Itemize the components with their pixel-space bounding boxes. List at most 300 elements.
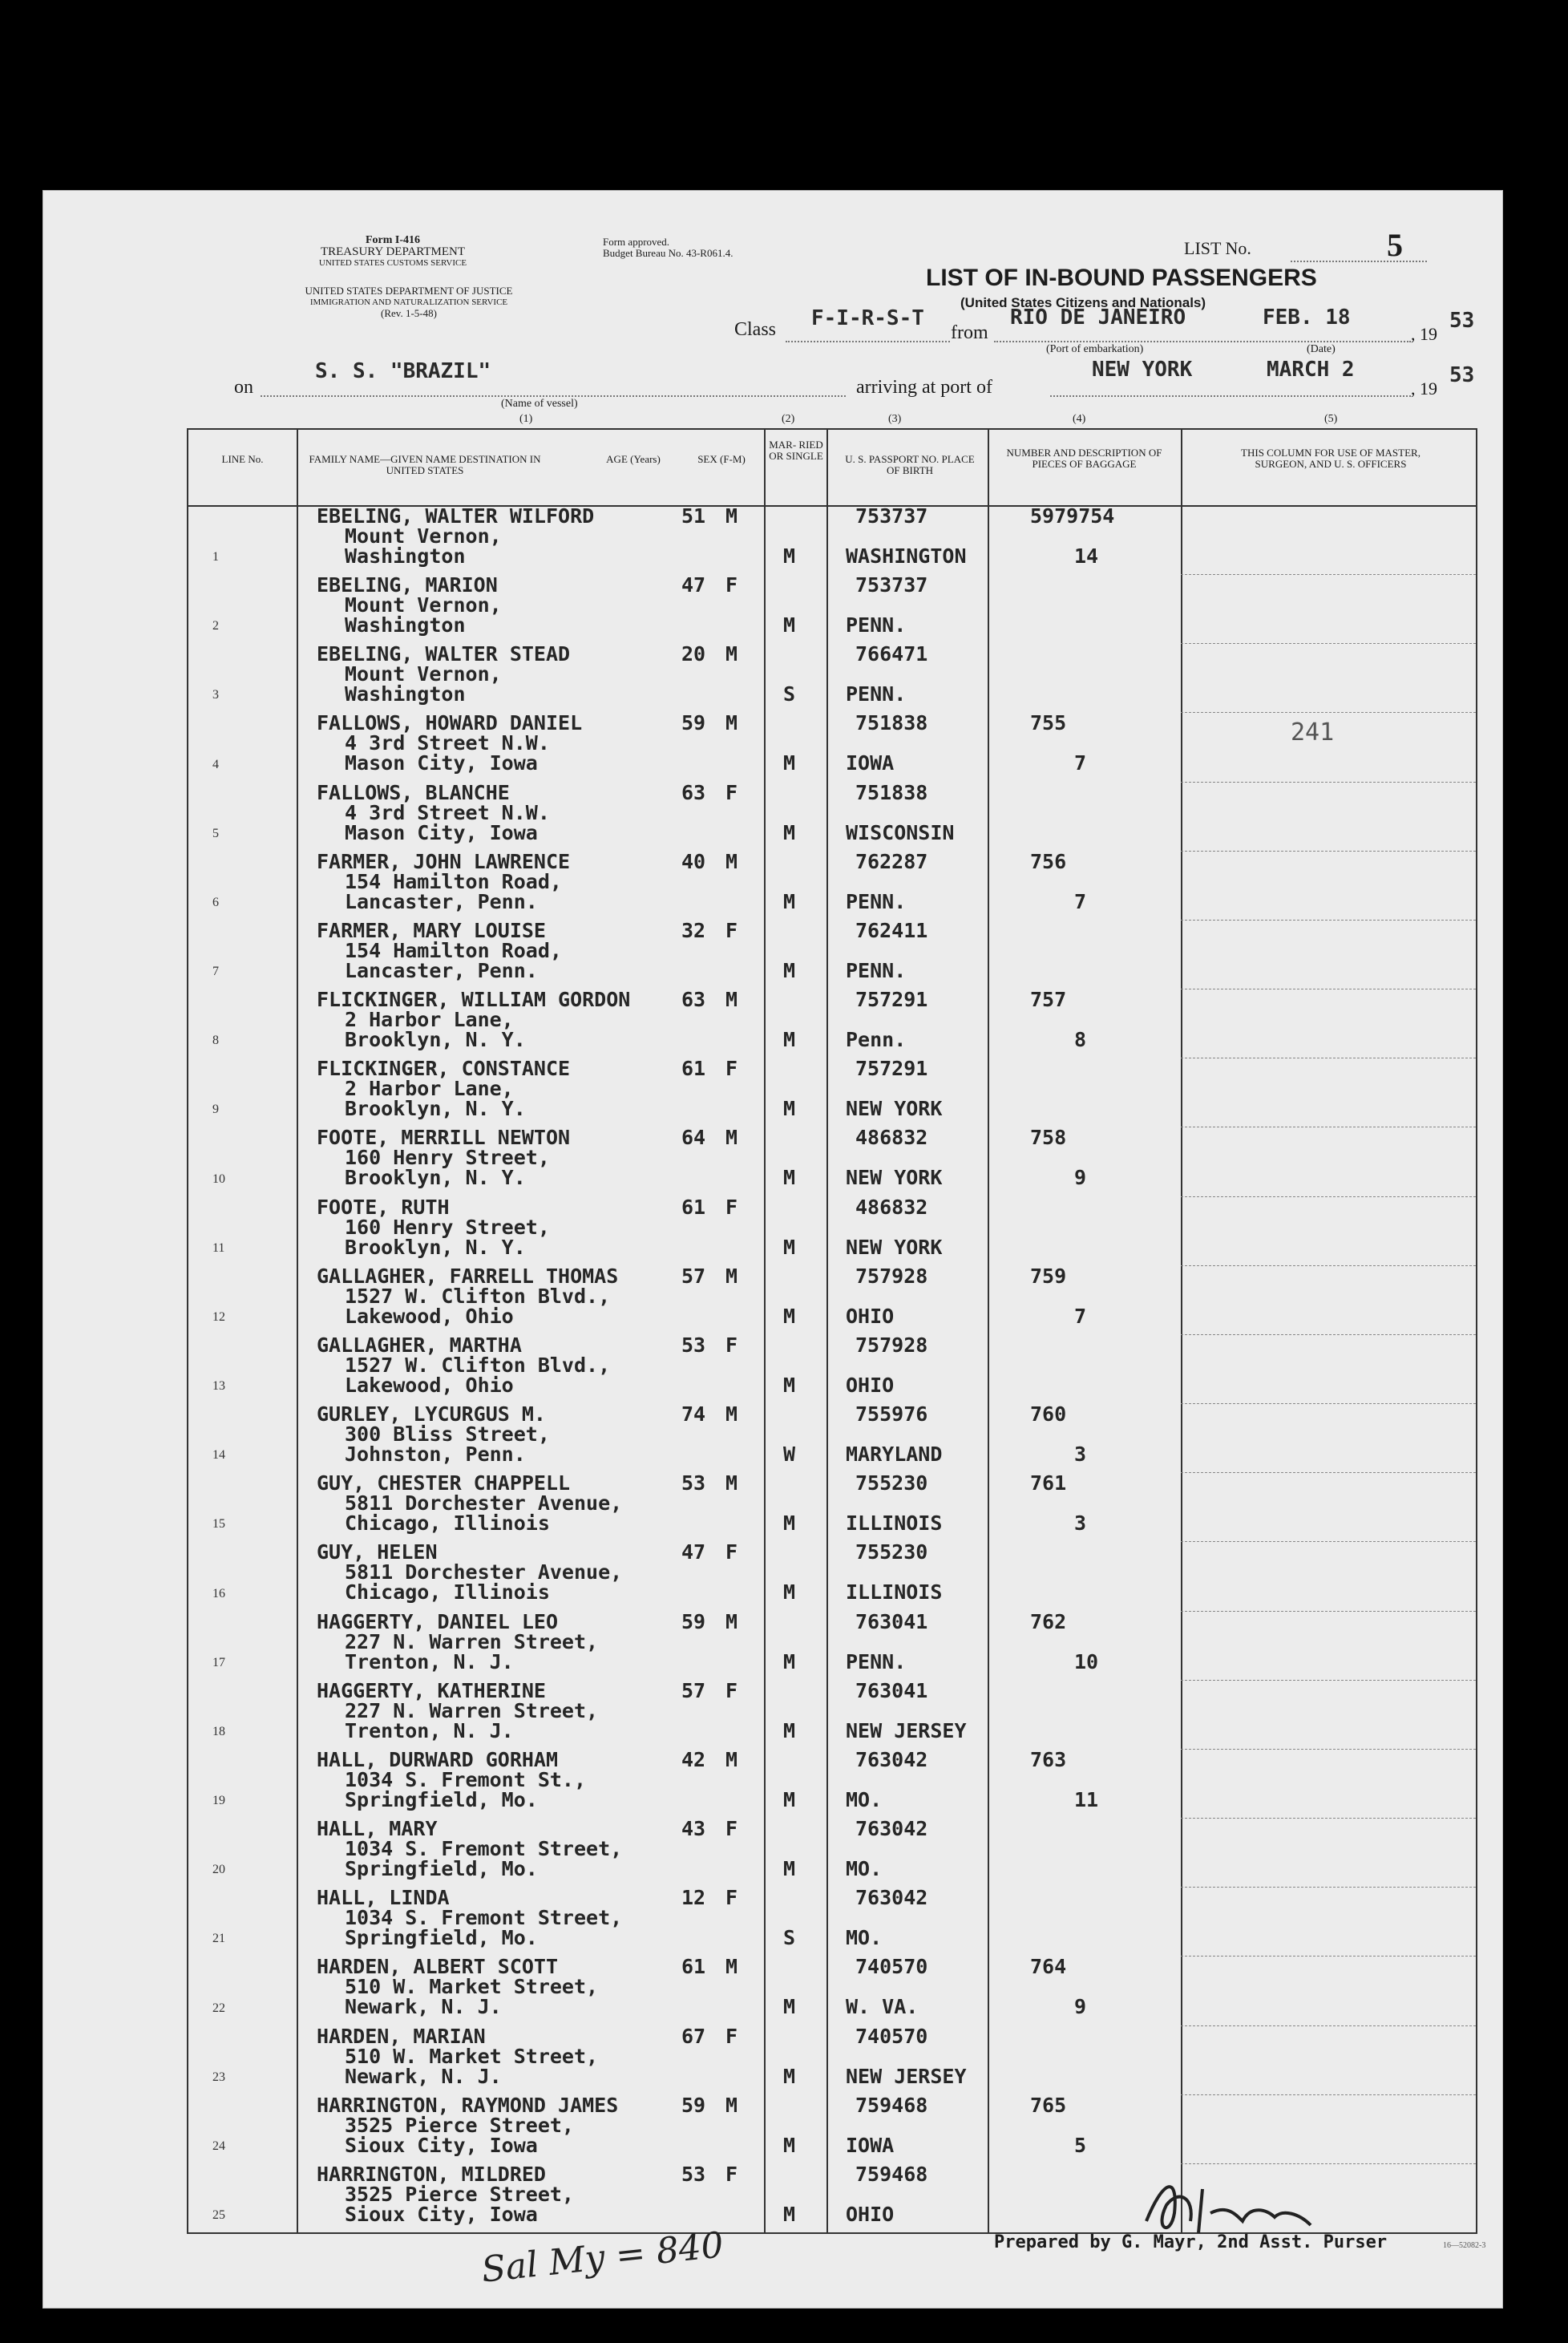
passenger-name: FALLOWS, BLANCHE (317, 780, 510, 804)
baggage-number: 761 (1030, 1471, 1067, 1495)
passport-number: 757928 (855, 1333, 928, 1357)
passenger-name: FLICKINGER, WILLIAM GORDON (317, 988, 631, 1012)
arrival-date: MARCH 2 (1267, 358, 1355, 382)
baggage-pieces: 7 (1074, 1304, 1087, 1328)
form-approved: Form approved. (603, 236, 670, 248)
passenger-age: 42 (681, 1747, 706, 1771)
baggage-number: 762 (1030, 1609, 1067, 1633)
line-number: 24 (212, 2139, 225, 2153)
from-date: FEB. 18 (1263, 306, 1351, 330)
arriving-label: arriving at port of (856, 377, 992, 398)
table-row (188, 1749, 1476, 1818)
passenger-name: GALLAGHER, MARTHA (317, 1333, 522, 1357)
passenger-sex: M (725, 988, 738, 1012)
passenger-name: FALLOWS, HOWARD DANIEL (317, 711, 583, 735)
vessel-name: S. S. "BRAZIL" (315, 359, 491, 383)
passenger-marital-status: M (783, 1787, 796, 1811)
line-number: 15 (212, 1517, 225, 1532)
place-of-birth: IOWA (846, 751, 895, 775)
list-no-label: LIST No. (1184, 238, 1251, 258)
passenger-marital-status: M (783, 1097, 796, 1121)
passenger-marital-status: M (783, 820, 796, 844)
passenger-age: 53 (681, 1471, 706, 1495)
table-row (188, 574, 1476, 643)
passenger-age: 57 (681, 1678, 706, 1702)
place-of-birth: NEW YORK (846, 1235, 943, 1259)
passenger-sex: F (725, 1678, 738, 1702)
class-value: F-I-R-S-T (811, 306, 924, 330)
baggage-number: 759 (1030, 1264, 1067, 1288)
passenger-address-2: Lakewood, Ohio (345, 1373, 514, 1397)
passenger-address-1: 154 Hamilton Road, (345, 869, 562, 893)
table-row (188, 643, 1476, 712)
table-row (188, 1680, 1476, 1749)
passenger-marital-status: M (783, 1511, 796, 1536)
place-of-birth: NEW JERSEY (846, 2064, 967, 2088)
passenger-name: HARDEN, ALBERT SCOTT (317, 1955, 559, 1979)
passenger-marital-status: M (783, 1028, 796, 1052)
passenger-age: 20 (681, 642, 706, 666)
passenger-address-2: Brooklyn, N. Y. (345, 1166, 526, 1190)
header-name: FAMILY NAME—GIVEN NAME DESTINATION IN UNITED STATES (309, 453, 541, 476)
passenger-marital-status: S (783, 1926, 796, 1950)
line-number: 10 (212, 1172, 225, 1186)
table-row (188, 920, 1476, 989)
baggage-pieces: 8 (1074, 1028, 1087, 1052)
table-row (188, 1541, 1476, 1610)
passenger-address-2: Springfield, Mo. (345, 1926, 538, 1950)
passport-number: 757291 (855, 1057, 928, 1081)
passenger-marital-status: M (783, 1373, 796, 1397)
passenger-marital-status: M (783, 1995, 796, 2019)
baggage-number: 756 (1030, 849, 1067, 873)
passport-number: 751838 (855, 711, 928, 735)
passenger-address-2: Springfield, Mo. (345, 1857, 538, 1881)
passenger-name: FARMER, JOHN LAWRENCE (317, 849, 571, 873)
passport-number: 759468 (855, 2093, 928, 2117)
passenger-address-2: Sioux City, Iowa (345, 2133, 538, 2157)
passenger-age: 74 (681, 1402, 706, 1426)
baggage-number: 763 (1030, 1747, 1067, 1771)
manifest-subtitle: (United States Citizens and Nationals) (960, 295, 1206, 310)
line-number: 22 (212, 2001, 225, 2015)
table-row (188, 851, 1476, 920)
col-num-2: (2) (782, 413, 795, 425)
line-number: 5 (212, 826, 219, 840)
line-number: 9 (212, 1103, 219, 1117)
passenger-address-2: Washington (345, 544, 466, 568)
date-caption: (Date) (1307, 343, 1336, 355)
passport-number: 763041 (855, 1609, 928, 1633)
passenger-age: 32 (681, 918, 706, 942)
from-year-prefix: , 19 (1411, 324, 1437, 344)
baggage-pieces: 3 (1074, 1443, 1087, 1467)
table-row (188, 712, 1476, 781)
baggage-number: 757 (1030, 988, 1067, 1012)
passenger-sex: M (725, 1955, 738, 1979)
line-number: 12 (212, 1309, 225, 1324)
passport-number: 755230 (855, 1471, 928, 1495)
passenger-marital-status: M (783, 2202, 796, 2226)
place-of-birth: MO. (846, 1926, 883, 1950)
passport-number: 757291 (855, 988, 928, 1012)
baggage-pieces: 9 (1074, 1995, 1087, 2019)
baggage-pieces: 5 (1074, 2133, 1087, 2157)
passenger-sex: M (725, 1126, 738, 1150)
passenger-age: 63 (681, 780, 706, 804)
place-of-birth: MARYLAND (846, 1443, 943, 1467)
header-line-no: LINE No. (221, 453, 264, 465)
line-number: 23 (212, 2070, 225, 2084)
table-row (188, 1887, 1476, 1956)
passenger-address-2: Trenton, N. J. (345, 1649, 514, 1673)
passenger-address-2: Sioux City, Iowa (345, 2202, 538, 2226)
passenger-sex: F (725, 2024, 738, 2048)
passenger-age: 53 (681, 1333, 706, 1357)
passenger-age: 53 (681, 2162, 706, 2186)
passenger-address-1: 4 3rd Street N.W. (345, 800, 550, 824)
ins-service: IMMIGRATION AND NATURALIZATION SERVICE (309, 297, 508, 307)
from-label: from (951, 322, 988, 343)
line-number: 18 (212, 1724, 225, 1738)
baggage-pieces: 9 (1074, 1166, 1087, 1190)
col-num-3: (3) (888, 413, 902, 425)
header-age: AGE (Years) (606, 453, 661, 465)
passenger-name: HAGGERTY, DANIEL LEO (317, 1609, 559, 1633)
line-number: 21 (212, 1932, 225, 1946)
passenger-marital-status: M (783, 1580, 796, 1604)
form-code: 16—52082-3 (1443, 2241, 1486, 2250)
passport-number: 759468 (855, 2162, 928, 2186)
line-number: 19 (212, 1794, 225, 1808)
line-number: 2 (212, 619, 219, 633)
passenger-address-1: Mount Vernon, (345, 662, 502, 686)
justice-dept: UNITED STATES DEPARTMENT OF JUSTICE (305, 285, 513, 297)
treasury-dept: TREASURY DEPARTMENT (320, 245, 466, 258)
table-row (188, 782, 1476, 851)
passenger-table (187, 428, 1477, 2234)
line-number: 16 (212, 1586, 225, 1600)
place-of-birth: ILLINOIS (846, 1580, 943, 1604)
passenger-address-2: Lancaster, Penn. (345, 889, 538, 913)
line-number: 14 (212, 1448, 225, 1463)
place-of-birth: WASHINGTON (846, 544, 967, 568)
passenger-sex: M (725, 711, 738, 735)
handwritten-total: Sal My = 840 (479, 2224, 726, 2291)
customs-service: UNITED STATES CUSTOMS SERVICE (318, 258, 467, 268)
passenger-age: 59 (681, 2093, 706, 2117)
on-label: on (234, 377, 253, 398)
col-num-5: (5) (1324, 413, 1338, 425)
passenger-address-1: 2 Harbor Lane, (345, 1077, 514, 1101)
passenger-age: 47 (681, 573, 706, 597)
passport-number: 762411 (855, 918, 928, 942)
place-of-birth: OHIO (846, 2202, 895, 2226)
passenger-sex: F (725, 2162, 738, 2186)
header-officers: THIS COLUMN FOR USE OF MASTER, SURGEON, AND U. S. OFFICERS (1241, 447, 1420, 470)
place-of-birth: Penn. (846, 1028, 907, 1052)
passenger-address-1: 4 3rd Street N.W. (345, 731, 550, 755)
vessel-caption: (Name of vessel) (501, 398, 578, 410)
place-of-birth: PENN. (846, 958, 907, 982)
baggage-pieces: 3 (1074, 1511, 1087, 1536)
passenger-name: HARDEN, MARIAN (317, 2024, 486, 2048)
baggage-pieces: 14 (1074, 544, 1099, 568)
passport-number: 753737 (855, 504, 928, 528)
passenger-address-1: 227 N. Warren Street, (345, 1698, 599, 1722)
baggage-number: 758 (1030, 1126, 1067, 1150)
table-row (188, 1403, 1476, 1472)
passport-number: 762287 (855, 849, 928, 873)
list-number: 5 (1387, 227, 1403, 263)
passport-number: 763042 (855, 1886, 928, 1910)
passenger-address-1: 154 Hamilton Road, (345, 938, 562, 962)
passenger-address-1: 1034 S. Fremont St., (345, 1767, 587, 1791)
passenger-name: FOOTE, RUTH (317, 1195, 450, 1219)
place-of-birth: MO. (846, 1857, 883, 1881)
place-of-birth: ILLINOIS (846, 1511, 943, 1536)
passenger-address-2: Mason City, Iowa (345, 820, 538, 844)
header-passport: U. S. PASSPORT NO. PLACE OF BIRTH (845, 453, 975, 476)
passenger-sex: F (725, 1540, 738, 1564)
passport-number: 740570 (855, 1955, 928, 1979)
class-label: Class (734, 319, 777, 340)
passenger-marital-status: M (783, 958, 796, 982)
manifest-title: LIST OF IN-BOUND PASSENGERS (926, 265, 1317, 291)
passenger-address-2: Brooklyn, N. Y. (345, 1235, 526, 1259)
passenger-sex: M (725, 1264, 738, 1288)
line-number: 11 (212, 1240, 225, 1255)
passenger-sex: F (725, 1333, 738, 1357)
passport-number: 486832 (855, 1126, 928, 1150)
passenger-sex: M (725, 1747, 738, 1771)
arrival-year: 53 (1449, 363, 1475, 387)
passenger-sex: F (725, 573, 738, 597)
revision: (Rev. 1-5-48) (381, 307, 437, 319)
passenger-name: EBELING, WALTER STEAD (317, 642, 571, 666)
passenger-age: 67 (681, 2024, 706, 2048)
passenger-marital-status: M (783, 1166, 796, 1190)
passenger-name: EBELING, MARION (317, 573, 498, 597)
place-of-birth: W. VA. (846, 1995, 919, 2019)
passenger-marital-status: S (783, 682, 796, 706)
baggage-pieces: 7 (1074, 751, 1087, 775)
passenger-name: FOOTE, MERRILL NEWTON (317, 1126, 571, 1150)
passenger-address-1: 510 W. Market Street, (345, 1975, 599, 1999)
passenger-address-1: 1527 W. Clifton Blvd., (345, 1284, 611, 1308)
passenger-address-2: Lakewood, Ohio (345, 1304, 514, 1328)
baggage-pieces: 10 (1074, 1649, 1099, 1673)
table-row (188, 1334, 1476, 1403)
port-embark-caption: (Port of embarkation) (1046, 343, 1144, 355)
baggage-number: 5979754 (1030, 504, 1115, 528)
table-row (188, 1265, 1476, 1334)
passport-number: 766471 (855, 642, 928, 666)
passenger-sex: F (725, 1817, 738, 1841)
passenger-address-1: 227 N. Warren Street, (345, 1629, 599, 1653)
passenger-address-2: Mason City, Iowa (345, 751, 538, 775)
passenger-sex: M (725, 849, 738, 873)
place-of-birth: PENN. (846, 613, 907, 637)
passenger-name: GALLAGHER, FARRELL THOMAS (317, 1264, 619, 1288)
table-row (188, 989, 1476, 1058)
from-port: RIO DE JANEIRO (1010, 306, 1186, 330)
passenger-sex: M (725, 504, 738, 528)
passenger-marital-status: W (783, 1443, 796, 1467)
passport-number: 755230 (855, 1540, 928, 1564)
passenger-sex: F (725, 780, 738, 804)
line-number: 7 (212, 965, 219, 979)
passenger-address-1: 160 Henry Street, (345, 1146, 550, 1170)
passenger-name: GURLEY, LYCURGUS M. (317, 1402, 546, 1426)
passenger-address-1: 1527 W. Clifton Blvd., (345, 1353, 611, 1377)
place-of-birth: NEW JERSEY (846, 1718, 967, 1742)
place-of-birth: PENN. (846, 682, 907, 706)
line-number: 25 (212, 2207, 225, 2222)
passenger-age: 12 (681, 1886, 706, 1910)
passport-number: 757928 (855, 1264, 928, 1288)
table-row (188, 505, 1476, 574)
passenger-age: 61 (681, 1955, 706, 1979)
justice-block (232, 285, 585, 319)
passenger-address-1: 1034 S. Fremont Street, (345, 1906, 623, 1930)
passenger-sex: M (725, 1609, 738, 1633)
form-id-block (313, 235, 473, 269)
passport-number: 763041 (855, 1678, 928, 1702)
passenger-address-2: Washington (345, 613, 466, 637)
col-num-1: (1) (519, 413, 533, 425)
baggage-number: 755 (1030, 711, 1067, 735)
passenger-address-2: Newark, N. J. (345, 2064, 502, 2088)
line-number: 17 (212, 1655, 225, 1669)
passenger-marital-status: M (783, 1235, 796, 1259)
table-row (188, 1196, 1476, 1265)
passenger-marital-status: M (783, 889, 796, 913)
passport-number: 751838 (855, 780, 928, 804)
line-number: 1 (212, 550, 219, 565)
col-num-4: (4) (1073, 413, 1086, 425)
passenger-address-2: Lancaster, Penn. (345, 958, 538, 982)
place-of-birth: OHIO (846, 1373, 895, 1397)
passport-number: 763042 (855, 1817, 928, 1841)
passenger-address-1: 3525 Pierce Street, (345, 2182, 574, 2206)
passenger-name: HALL, LINDA (317, 1886, 450, 1910)
passenger-address-1: 510 W. Market Street, (345, 2044, 599, 2068)
baggage-pieces: 7 (1074, 889, 1087, 913)
place-of-birth: PENN. (846, 1649, 907, 1673)
from-year: 53 (1449, 309, 1475, 333)
passenger-age: 61 (681, 1057, 706, 1081)
place-of-birth: NEW YORK (846, 1097, 943, 1121)
passenger-address-2: Washington (345, 682, 466, 706)
passenger-address-2: Trenton, N. J. (345, 1718, 514, 1742)
passenger-age: 64 (681, 1126, 706, 1150)
passenger-name: HALL, MARY (317, 1817, 438, 1841)
line-number: 6 (212, 895, 219, 909)
passenger-name: EBELING, WALTER WILFORD (317, 504, 595, 528)
line-number: 13 (212, 1379, 225, 1394)
passenger-address-1: 160 Henry Street, (345, 1215, 550, 1239)
passenger-address-2: Newark, N. J. (345, 1995, 502, 2019)
place-of-birth: WISCONSIN (846, 820, 955, 844)
passenger-sex: M (725, 2093, 738, 2117)
passenger-name: HALL, DURWARD GORHAM (317, 1747, 559, 1771)
table-row (188, 1472, 1476, 1541)
passenger-address-2: Johnston, Penn. (345, 1443, 526, 1467)
header-sex: SEX (F-M) (697, 453, 746, 465)
header-married: MAR- RIED OR SINGLE (769, 439, 823, 462)
passenger-address-1: 300 Bliss Street, (345, 1422, 550, 1447)
place-of-birth: PENN. (846, 889, 907, 913)
passenger-marital-status: M (783, 1857, 796, 1881)
form-number: Form I-416 (365, 234, 421, 246)
passenger-age: 43 (681, 1817, 706, 1841)
passenger-age: 59 (681, 1609, 706, 1633)
passenger-address-2: Chicago, Illinois (345, 1580, 550, 1604)
passenger-address-1: 2 Harbor Lane, (345, 1008, 514, 1032)
line-number: 8 (212, 1034, 219, 1048)
passenger-name: HARRINGTON, MILDRED (317, 2162, 546, 2186)
prepared-by: Prepared by G. Mayr, 2nd Asst. Purser (994, 2232, 1388, 2252)
baggage-number: 760 (1030, 1402, 1067, 1426)
passenger-address-1: 1034 S. Fremont Street, (345, 1837, 623, 1861)
passenger-age: 59 (681, 711, 706, 735)
passenger-marital-status: M (783, 2133, 796, 2157)
passport-number: 753737 (855, 573, 928, 597)
baggage-pieces: 11 (1074, 1787, 1099, 1811)
passenger-marital-status: M (783, 751, 796, 775)
place-of-birth: IOWA (846, 2133, 895, 2157)
passenger-age: 57 (681, 1264, 706, 1288)
table-row (188, 1611, 1476, 1680)
passenger-address-1: 3525 Pierce Street, (345, 2113, 574, 2137)
table-row (188, 1058, 1476, 1127)
passenger-name: HAGGERTY, KATHERINE (317, 1678, 546, 1702)
passenger-name: GUY, CHESTER CHAPPELL (317, 1471, 571, 1495)
passenger-sex: F (725, 1057, 738, 1081)
baggage-number: 764 (1030, 1955, 1067, 1979)
baggage-number: 765 (1030, 2093, 1067, 2117)
table-row (188, 1818, 1476, 1887)
passenger-name: HARRINGTON, RAYMOND JAMES (317, 2093, 619, 2117)
passenger-marital-status: M (783, 2064, 796, 2088)
passenger-sex: M (725, 1402, 738, 1426)
passenger-sex: F (725, 918, 738, 942)
passenger-sex: M (725, 1471, 738, 1495)
passenger-age: 63 (681, 988, 706, 1012)
passenger-marital-status: M (783, 1304, 796, 1328)
line-number: 4 (212, 757, 219, 771)
passenger-sex: F (725, 1195, 738, 1219)
passport-number: 763042 (855, 1747, 928, 1771)
passenger-marital-status: M (783, 544, 796, 568)
passenger-age: 40 (681, 849, 706, 873)
purser-signature (1130, 2165, 1323, 2245)
approval-block (603, 237, 733, 259)
passenger-name: FARMER, MARY LOUISE (317, 918, 546, 942)
passenger-age: 61 (681, 1195, 706, 1219)
place-of-birth: OHIO (846, 1304, 895, 1328)
passenger-address-2: Chicago, Illinois (345, 1511, 550, 1536)
passport-number: 755976 (855, 1402, 928, 1426)
passenger-name: GUY, HELEN (317, 1540, 438, 1564)
table-row (188, 2025, 1476, 2094)
passenger-address-2: Springfield, Mo. (345, 1787, 538, 1811)
passenger-address-1: 5811 Dorchester Avenue, (345, 1491, 623, 1515)
table-row (188, 1956, 1476, 2025)
passenger-age: 47 (681, 1540, 706, 1564)
passenger-address-1: Mount Vernon, (345, 524, 502, 548)
